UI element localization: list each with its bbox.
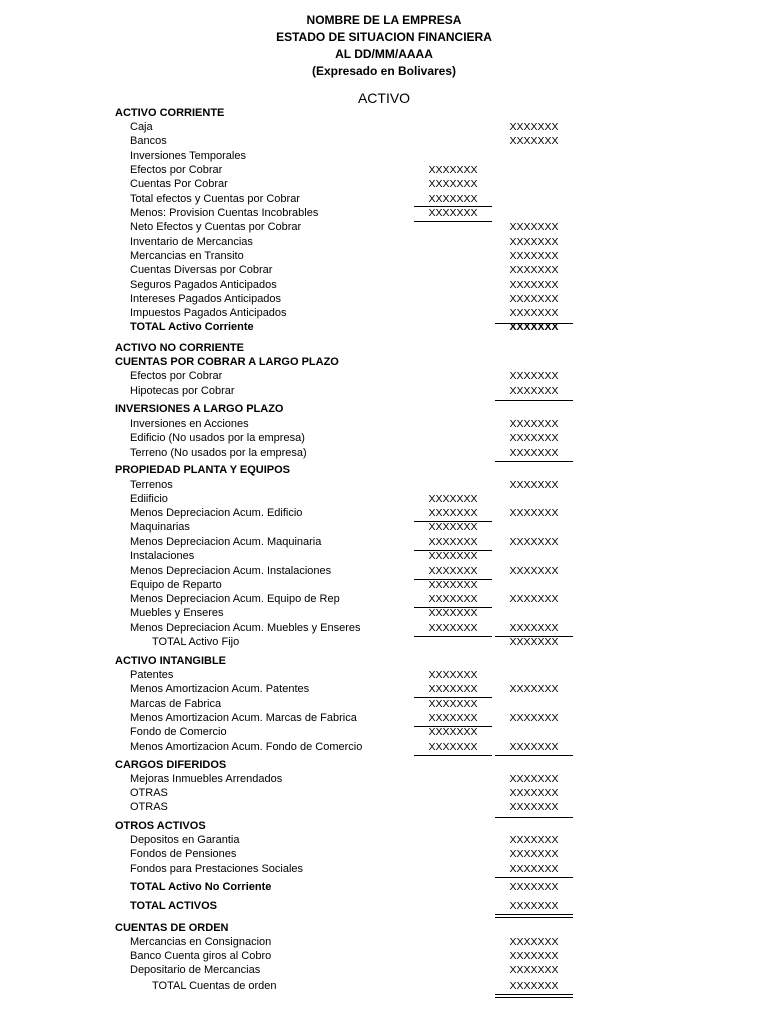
table-row — [0, 862, 768, 876]
account-label: Mejoras Inmuebles Arrendados — [130, 773, 283, 785]
table-row — [0, 621, 768, 635]
table-row — [0, 463, 768, 477]
table-row — [0, 606, 768, 620]
amount-partial: XXXXXXX — [428, 164, 478, 176]
account-label: Menos Depreciacion Acum. Maquinaria — [130, 536, 322, 548]
account-label: Cuentas Por Cobrar — [130, 178, 228, 190]
table-row — [0, 341, 768, 355]
underline-rule — [414, 755, 492, 756]
account-label: Menos Amortizacion Acum. Fondo de Comercio — [130, 741, 363, 753]
amount-total: XXXXXXX — [509, 964, 559, 976]
section-heading: CUENTAS DE ORDEN — [115, 922, 229, 934]
account-label: Intereses Pagados Anticipados — [130, 293, 282, 305]
account-label: Inversiones Temporales — [130, 150, 246, 162]
account-label: Efectos por Cobrar — [130, 370, 223, 382]
amount-total: XXXXXXX — [509, 507, 559, 519]
account-label: TOTAL Cuentas de orden — [152, 980, 277, 992]
section-title: ACTIVO — [357, 90, 411, 106]
account-label: TOTAL Activo Corriente — [130, 321, 254, 333]
account-label: Terrenos — [130, 479, 173, 491]
amount-total: XXXXXXX — [509, 950, 559, 962]
section-heading: CUENTAS POR COBRAR A LARGO PLAZO — [115, 356, 339, 368]
table-row — [0, 446, 768, 460]
amount-total: XXXXXXX — [509, 773, 559, 785]
table-row — [0, 578, 768, 592]
amount-partial: XXXXXXX — [428, 207, 478, 219]
table-row — [0, 306, 768, 320]
table-row — [0, 899, 768, 913]
underline-rule — [414, 206, 492, 207]
amount-total: XXXXXXX — [509, 250, 559, 262]
account-label: Impuestos Pagados Anticipados — [130, 307, 287, 319]
amount-partial: XXXXXXX — [428, 178, 478, 190]
amount-total: XXXXXXX — [509, 479, 559, 491]
table-row — [0, 478, 768, 492]
account-label: Cuentas Diversas por Cobrar — [130, 264, 273, 276]
amount-partial: XXXXXXX — [428, 607, 478, 619]
amount-partial: XXXXXXX — [428, 193, 478, 205]
section-heading: ACTIVO INTANGIBLE — [115, 655, 227, 667]
section-heading: OTROS ACTIVOS — [115, 820, 206, 832]
underline-rule — [495, 877, 573, 878]
amount-total: XXXXXXX — [509, 221, 559, 233]
account-label: Inversiones en Acciones — [130, 418, 249, 430]
amount-total: XXXXXXX — [509, 385, 559, 397]
table-row — [0, 740, 768, 754]
account-label: Fondos de Pensiones — [130, 848, 237, 860]
amount-partial: XXXXXXX — [428, 698, 478, 710]
amount-partial: XXXXXXX — [428, 712, 478, 724]
amount-partial: XXXXXXX — [428, 726, 478, 738]
table-row — [0, 320, 768, 334]
account-label: TOTAL ACTIVOS — [130, 900, 217, 912]
amount-total: XXXXXXX — [509, 683, 559, 695]
table-row — [0, 758, 768, 772]
amount-partial: XXXXXXX — [428, 550, 478, 562]
amount-total: XXXXXXX — [509, 801, 559, 813]
table-row — [0, 249, 768, 263]
table-row — [0, 963, 768, 977]
account-label: Fondos para Prestaciones Sociales — [130, 863, 304, 875]
table-row — [0, 177, 768, 191]
account-label: Ediificio — [130, 493, 168, 505]
account-label: Depositario de Mercancias — [130, 964, 261, 976]
table-row — [0, 492, 768, 506]
underline-rule — [414, 636, 492, 637]
amount-partial: XXXXXXX — [428, 565, 478, 577]
table-row — [0, 697, 768, 711]
table-row — [0, 949, 768, 963]
amount-partial: XXXXXXX — [428, 683, 478, 695]
statement-title: ESTADO DE SITUACION FINANCIERA — [276, 30, 492, 44]
amount-total: XXXXXXX — [509, 418, 559, 430]
account-label: TOTAL Activo No Corriente — [130, 881, 272, 893]
account-label: Seguros Pagados Anticipados — [130, 279, 277, 291]
amount-partial: XXXXXXX — [428, 493, 478, 505]
account-label: Mercancias en Transito — [130, 250, 244, 262]
underline-rule — [495, 755, 573, 756]
amount-total: XXXXXXX — [509, 536, 559, 548]
table-row — [0, 833, 768, 847]
company-name: NOMBRE DE LA EMPRESA — [306, 13, 462, 27]
amount-total: XXXXXXX — [509, 135, 559, 147]
table-row — [0, 711, 768, 725]
statement-date: AL DD/MM/AAAA — [335, 47, 433, 61]
amount-total: XXXXXXX — [509, 863, 559, 875]
account-label: Total efectos y Cuentas por Cobrar — [130, 193, 300, 205]
account-label: Menos Depreciacion Acum. Equipo de Rep — [130, 593, 340, 605]
account-label: Marcas de Fabrica — [130, 698, 222, 710]
amount-partial: XXXXXXX — [428, 507, 478, 519]
table-row — [0, 292, 768, 306]
account-label: Menos Depreciacion Acum. Muebles y Enseres — [130, 622, 361, 634]
table-row — [0, 506, 768, 520]
table-row — [0, 520, 768, 534]
account-label: Menos Depreciacion Acum. Instalaciones — [130, 565, 332, 577]
account-label: OTRAS — [130, 787, 168, 799]
account-label: Edificio (No usados por la empresa) — [130, 432, 305, 444]
amount-total: XXXXXXX — [509, 279, 559, 291]
amount-total: XXXXXXX — [509, 565, 559, 577]
amount-total: XXXXXXX — [509, 636, 559, 648]
section-heading: ACTIVO NO CORRIENTE — [115, 342, 244, 354]
table-row — [0, 149, 768, 163]
account-label: Maquinarias — [130, 521, 190, 533]
underline-rule — [495, 323, 573, 324]
table-row — [0, 134, 768, 148]
amount-total: XXXXXXX — [509, 293, 559, 305]
underline-rule — [495, 461, 573, 462]
amount-partial: XXXXXXX — [428, 521, 478, 533]
table-row — [0, 668, 768, 682]
account-label: Mercancias en Consignacion — [130, 936, 272, 948]
account-label: Menos Depreciacion Acum. Edificio — [130, 507, 303, 519]
amount-partial: XXXXXXX — [428, 579, 478, 591]
amount-total: XXXXXXX — [509, 741, 559, 753]
account-label: Menos Amortizacion Acum. Patentes — [130, 683, 310, 695]
table-row — [0, 880, 768, 894]
amount-partial: XXXXXXX — [428, 536, 478, 548]
account-label: Muebles y Enseres — [130, 607, 224, 619]
amount-total: XXXXXXX — [509, 712, 559, 724]
table-row — [0, 564, 768, 578]
account-label: Caja — [130, 121, 153, 133]
table-row — [0, 935, 768, 949]
table-row — [0, 800, 768, 814]
account-label: Hipotecas por Cobrar — [130, 385, 235, 397]
amount-total: XXXXXXX — [509, 834, 559, 846]
underline-rule — [495, 400, 573, 401]
account-label: Fondo de Comercio — [130, 726, 227, 738]
amount-total: XXXXXXX — [509, 980, 559, 992]
table-row — [0, 431, 768, 445]
account-label: Neto Efectos y Cuentas por Cobrar — [130, 221, 302, 233]
section-heading: INVERSIONES A LARGO PLAZO — [115, 403, 284, 415]
table-row — [0, 355, 768, 369]
amount-total: XXXXXXX — [509, 432, 559, 444]
table-row — [0, 979, 768, 993]
table-row — [0, 235, 768, 249]
amount-total: XXXXXXX — [509, 121, 559, 133]
amount-total: XXXXXXX — [509, 848, 559, 860]
account-label: OTRAS — [130, 801, 168, 813]
double-underline-rule — [495, 914, 573, 918]
account-label: Equipo de Reparto — [130, 579, 222, 591]
underline-rule — [495, 817, 573, 818]
table-row — [0, 278, 768, 292]
section-heading: CARGOS DIFERIDOS — [115, 759, 227, 771]
table-row — [0, 417, 768, 431]
amount-total: XXXXXXX — [509, 321, 559, 333]
table-row — [0, 206, 768, 220]
table-row — [0, 682, 768, 696]
amount-partial: XXXXXXX — [428, 593, 478, 605]
currency-note: (Expresado en Bolivares) — [311, 64, 457, 78]
table-row — [0, 402, 768, 416]
account-label: TOTAL Activo Fijo — [152, 636, 240, 648]
amount-partial: XXXXXXX — [428, 622, 478, 634]
amount-total: XXXXXXX — [509, 264, 559, 276]
account-label: Depositos en Garantia — [130, 834, 240, 846]
underline-rule — [495, 636, 573, 637]
amount-total: XXXXXXX — [509, 787, 559, 799]
underline-rule — [414, 221, 492, 222]
underline-rule — [414, 607, 492, 608]
table-row — [0, 725, 768, 739]
table-row — [0, 847, 768, 861]
amount-partial: XXXXXXX — [428, 741, 478, 753]
table-row — [0, 106, 768, 120]
amount-total: XXXXXXX — [509, 593, 559, 605]
table-row — [0, 535, 768, 549]
section-heading: ACTIVO CORRIENTE — [115, 107, 225, 119]
amount-total: XXXXXXX — [509, 936, 559, 948]
underline-rule — [414, 579, 492, 580]
table-row — [0, 163, 768, 177]
double-underline-rule — [495, 994, 573, 998]
table-row — [0, 220, 768, 234]
account-label: Menos Amortizacion Acum. Marcas de Fabrica — [130, 712, 357, 724]
table-row — [0, 772, 768, 786]
table-row — [0, 369, 768, 383]
amount-total: XXXXXXX — [509, 881, 559, 893]
account-label: Inventario de Mercancias — [130, 236, 253, 248]
amount-total: XXXXXXX — [509, 447, 559, 459]
underline-rule — [414, 697, 492, 698]
account-label: Menos: Provision Cuentas Incobrables — [130, 207, 319, 219]
table-row — [0, 192, 768, 206]
underline-rule — [414, 550, 492, 551]
amount-partial: XXXXXXX — [428, 669, 478, 681]
amount-total: XXXXXXX — [509, 370, 559, 382]
table-row — [0, 921, 768, 935]
table-row — [0, 592, 768, 606]
underline-rule — [414, 521, 492, 522]
table-row — [0, 549, 768, 563]
underline-rule — [414, 726, 492, 727]
amount-total: XXXXXXX — [509, 236, 559, 248]
account-label: Bancos — [130, 135, 167, 147]
section-heading: PROPIEDAD PLANTA Y EQUIPOS — [115, 464, 291, 476]
table-row — [0, 654, 768, 668]
table-row — [0, 120, 768, 134]
table-row — [0, 786, 768, 800]
table-row — [0, 263, 768, 277]
account-label: Banco Cuenta giros al Cobro — [130, 950, 272, 962]
table-row — [0, 819, 768, 833]
table-row — [0, 635, 768, 649]
account-label: Efectos por Cobrar — [130, 164, 223, 176]
account-label: Instalaciones — [130, 550, 195, 562]
account-label: Terreno (No usados por la empresa) — [130, 447, 307, 459]
amount-total: XXXXXXX — [509, 622, 559, 634]
account-label: Patentes — [130, 669, 174, 681]
amount-total: XXXXXXX — [509, 900, 559, 912]
table-row — [0, 384, 768, 398]
amount-total: XXXXXXX — [509, 307, 559, 319]
